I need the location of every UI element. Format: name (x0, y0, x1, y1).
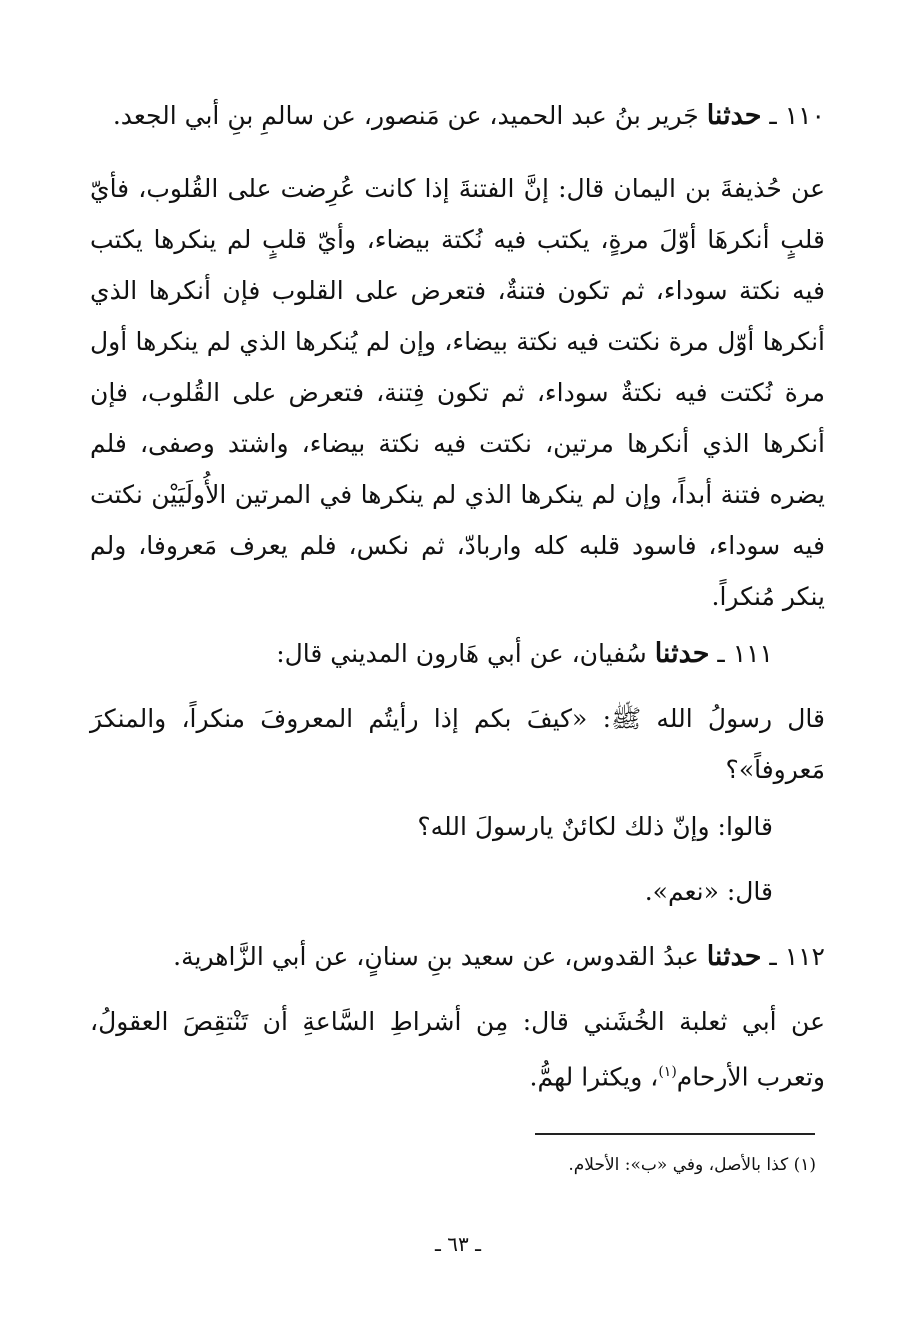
hadith-111-answer: قال: «نعم». (644, 877, 773, 906)
hadith-112-text-after: ، ويكثرا لهمُّ. (529, 1062, 659, 1092)
hadith-112-text-before: عن أبي ثعلبة الخُشَني قال: مِن أشراطِ السَّاعةِ أن تَنْتقِصَ العقولُ، وتعرب الأرحام (90, 1007, 825, 1092)
hadith-112-chain: عبدُ القدوس، عن سعيد بنِ سنانٍ، عن أبي الزَّاهرية. (173, 942, 699, 971)
hadith-112-number: ١١٢ ـ (769, 942, 825, 971)
page-body (90, 90, 825, 1102)
hadith-111-isnad (90, 628, 825, 679)
hadith-110-chain: جَرير بنُ عبد الحميد، عن مَنصور، عن سالمِ بنِ أبي الجعد. (112, 101, 699, 130)
hadith-110-isnad (90, 90, 825, 141)
hadith-111-number: ١١١ ـ (717, 639, 773, 668)
hadith-110-number: ١١٠ ـ (769, 101, 825, 130)
hadith-112-matn (90, 996, 825, 1102)
hadith-110-matn: عن حُذيفةَ بن اليمان قال: إنَّ الفتنةَ إذا كانت عُرِضت على القُلوب، فأيّ قلبٍ أنكرهَا أوّلَ مرةٍ، يكتب فيه نُكتة بيضاء، وأيّ قلبٍ لم ينكرها يكتب فيه نكتة سوداء، ثم تكون فتنةٌ، فتعرض على القلوب فإن أنكرها الذي أنكرها أوّل مرة نكتت فيه نكتة بيضاء، وإن لم يُنكرها الذي لم ينكرها أول مرة نُكتت فيه نكتةٌ سوداء، ثم تكون فِتنة، فتعرض على القُلوب، فإن أنكرها الذي أنكرها مرتين، نكتت فيه نكتة بيضاء، واشتد وصفى، فلم يضره فتنة أبداً، وإن لم ينكرها الذي لم ينكرها في المرتين الأُولَيَيْن نكتت فيه سوداء، فاسود قلبه كله واربادّ، ثم نكس، فلم يعرف مَعروفا، ولم ينكر مُنكراً. (90, 174, 825, 611)
hadith-111-chain: سُفيان، عن أبي هَارون المديني قال: (276, 639, 647, 668)
hadith-112-keyword: حدثنا (706, 941, 762, 972)
hadith-111-matn: قال رسولُ الله ﷺ: «كيفَ بكم إذا رأيتُم المعروفَ منكراً، والمنكرَ مَعروفاً»؟ (90, 704, 825, 784)
footnote-reference[interactable]: (١) (658, 1064, 677, 1080)
hadith-111-keyword: حدثنا (654, 638, 710, 669)
hadith-110-keyword: حدثنا (706, 100, 762, 131)
hadith-111-question: قالوا: وإنّ ذلك لكائنٌ يارسولَ الله؟ (417, 812, 773, 841)
page-number: ـ ٦٣ ـ (435, 1232, 481, 1256)
footnote: (١) كذا بالأصل، وفي «ب»: الأحلام. (568, 1155, 816, 1175)
footnote-divider (535, 1133, 815, 1135)
hadith-112-isnad (90, 931, 825, 982)
